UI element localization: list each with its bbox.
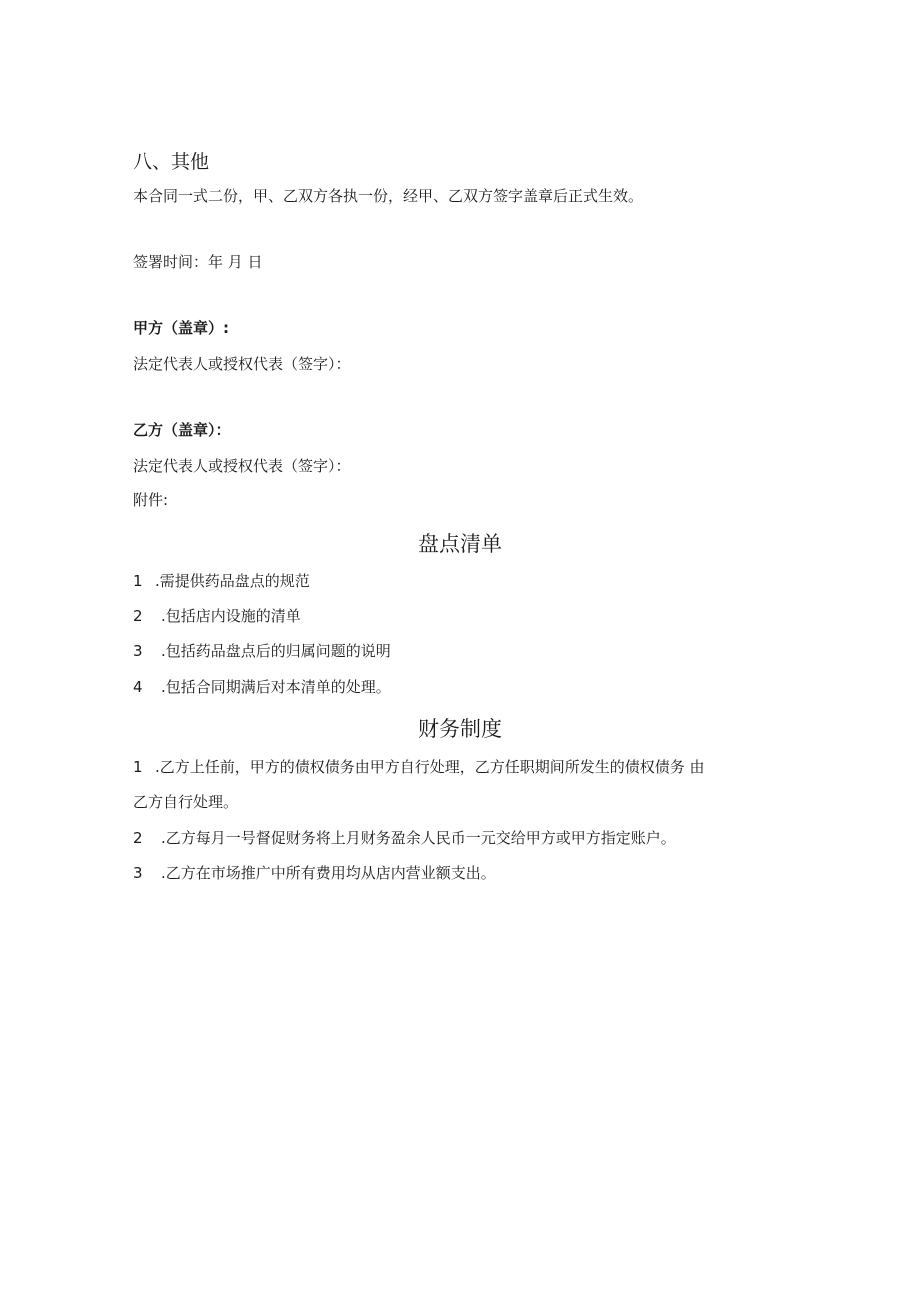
list-item-number: 2	[133, 829, 143, 847]
list-item-text: .乙方每月一号督促财务将上月财务盈余人民币一元交给甲方或甲方指定账户。	[161, 829, 676, 847]
list-item-number: 1	[133, 572, 143, 590]
list-item	[133, 828, 676, 848]
party-a-seal: 甲方（盖章）:	[133, 319, 229, 337]
list-item-number: 2	[133, 607, 143, 625]
attachment-label: 附件:	[133, 491, 169, 509]
validity-paragraph: 本合同一式二份，甲、乙双方各执一份，经甲、乙双方签字盖章后正式生效。	[133, 187, 644, 205]
list-item-continuation: 乙方自行处理。	[133, 793, 239, 811]
list-item-number: 3	[133, 642, 143, 660]
list-item-text: .乙方上任前，甲方的债权债务由甲方自行处理，乙方任职期间所发生的债权债务 由	[155, 758, 705, 776]
list-item	[133, 677, 391, 697]
list-item-text: .需提供药品盘点的规范	[155, 572, 310, 590]
list-item-number: 4	[133, 678, 143, 696]
section-heading: 八、其他	[133, 151, 210, 173]
list-item-text: .包括店内设施的清单	[161, 607, 301, 625]
inventory-title: 盘点清单	[418, 532, 502, 556]
list-item-number: 3	[133, 864, 143, 882]
list-item-text: .包括药品盘点后的归属问题的说明	[161, 642, 391, 660]
party-a-representative: 法定代表人或授权代表（签字）：	[133, 355, 351, 373]
list-item	[133, 641, 391, 661]
list-item	[133, 606, 301, 626]
list-item-text: .包括合同期满后对本清单的处理。	[161, 678, 391, 696]
list-item-number: 1	[133, 758, 143, 776]
finance-title: 财务制度	[418, 717, 502, 741]
list-item	[133, 571, 310, 591]
party-b-representative: 法定代表人或授权代表（签字）：	[133, 457, 351, 475]
party-b-seal: 乙方（盖章）：	[133, 421, 231, 439]
sign-time: 签署时间：年 月 日	[133, 253, 263, 271]
list-item-text: .乙方在市场推广中所有费用均从店内营业额支出。	[161, 864, 496, 882]
list-item	[133, 757, 705, 777]
list-item	[133, 863, 496, 883]
